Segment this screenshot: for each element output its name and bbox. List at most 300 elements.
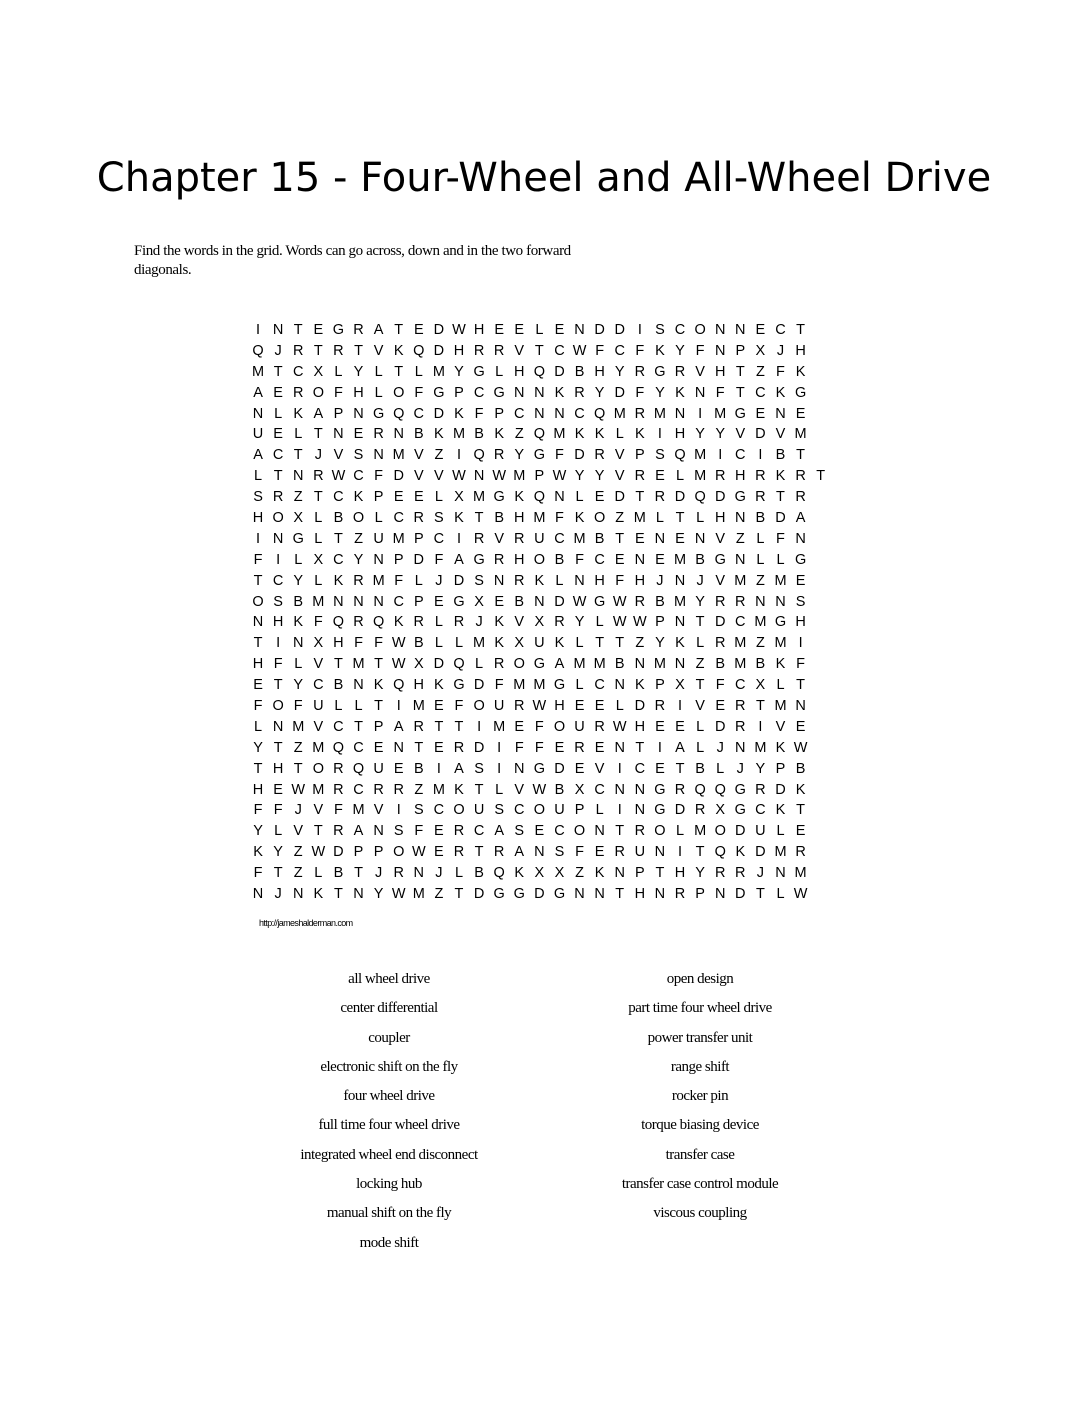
grid-letter: K xyxy=(574,510,585,527)
grid-letter: T xyxy=(454,718,464,735)
grid-letter: Z xyxy=(293,739,303,756)
grid-letter: Y xyxy=(514,447,525,464)
grid-letter: Q xyxy=(393,677,405,694)
grid-letter: D xyxy=(333,844,344,861)
grid-letter: Y xyxy=(454,363,464,380)
grid-letter: M xyxy=(754,614,767,631)
grid-letter: C xyxy=(735,677,746,694)
grid-letter: E xyxy=(413,322,424,338)
grid-letter: N xyxy=(292,635,304,652)
grid-letter: R xyxy=(795,844,806,861)
word-list-item: full time four wheel drive xyxy=(318,1117,460,1134)
grid-letter: C xyxy=(313,677,324,694)
grid-letter: E xyxy=(514,718,525,735)
grid-letter: E xyxy=(795,572,806,589)
grid-letter: N xyxy=(252,614,264,631)
grid-letter: C xyxy=(735,447,746,464)
grid-letter: E xyxy=(434,739,444,756)
grid-letter: P xyxy=(454,384,464,401)
grid-letter: E xyxy=(614,551,625,568)
grid-letter: B xyxy=(695,551,705,568)
grid-letter: C xyxy=(393,593,404,610)
grid-letter: D xyxy=(735,823,746,840)
grid-letter: C xyxy=(674,322,686,338)
grid-letter: C xyxy=(594,781,605,798)
grid-letter: L xyxy=(756,530,765,547)
grid-row xyxy=(248,696,831,717)
grid-letter: D xyxy=(554,760,565,777)
grid-letter: O xyxy=(573,823,586,840)
grid-letter: C xyxy=(353,739,364,756)
grid-letter: K xyxy=(454,781,464,798)
grid-letter: W xyxy=(572,342,587,359)
grid-letter: G xyxy=(433,384,445,401)
grid-letter: U xyxy=(252,426,264,443)
grid-letter: D xyxy=(453,572,465,589)
grid-letter: N xyxy=(292,886,304,903)
grid-letter: V xyxy=(293,823,304,840)
grid-letter: J xyxy=(776,342,785,359)
grid-letter: S xyxy=(253,489,263,506)
word-list-item: mode shift xyxy=(359,1234,419,1251)
grid-letter: B xyxy=(514,593,525,610)
grid-letter: H xyxy=(674,426,686,443)
grid-letter: T xyxy=(534,342,544,359)
grid-letter: T xyxy=(354,865,363,882)
grid-letter: H xyxy=(514,551,525,568)
grid-letter: K xyxy=(775,468,786,485)
grid-letter: T xyxy=(454,886,464,903)
grid-letter: H xyxy=(634,572,646,589)
grid-letter: T xyxy=(333,886,343,903)
grid-letter: T xyxy=(313,426,323,443)
grid-letter: L xyxy=(434,614,443,631)
grid-letter: V xyxy=(373,802,384,819)
grid-letter: C xyxy=(433,802,445,819)
grid-letter: T xyxy=(675,510,685,527)
grid-letter: B xyxy=(554,781,565,798)
grid-letter: T xyxy=(615,823,625,840)
word-list-item: locking hub xyxy=(356,1176,422,1193)
grid-letter: E xyxy=(795,718,806,735)
grid-letter: E xyxy=(755,322,766,338)
grid-letter: R xyxy=(735,593,746,610)
grid-letter: R xyxy=(313,468,324,485)
grid-letter: Y xyxy=(253,823,263,840)
grid-letter: M xyxy=(513,468,526,485)
grid-letter: C xyxy=(333,489,344,506)
grid-letter: A xyxy=(313,405,324,422)
grid-letter: R xyxy=(735,718,746,735)
grid-letter: E xyxy=(554,739,565,756)
word-list-item: center differential xyxy=(340,1000,438,1017)
grid-letter: P xyxy=(413,530,424,547)
grid-letter: F xyxy=(434,551,444,568)
grid-letter: H xyxy=(252,510,264,527)
grid-letter: R xyxy=(574,739,585,756)
grid-row xyxy=(248,863,831,884)
grid-letter: W xyxy=(391,656,406,673)
grid-letter: R xyxy=(493,656,505,673)
grid-letter: T xyxy=(595,635,605,652)
grid-letter: U xyxy=(574,718,585,735)
grid-letter: S xyxy=(273,593,283,610)
grid-letter: L xyxy=(354,698,363,715)
word-list-item: open design xyxy=(666,971,734,987)
grid-letter: S xyxy=(795,593,806,610)
word-list-item: integrated wheel end disconnect xyxy=(300,1146,478,1163)
grid-letter: L xyxy=(776,677,785,694)
grid-letter: T xyxy=(374,656,384,673)
grid-letter: R xyxy=(574,384,585,401)
grid-letter: K xyxy=(353,489,364,506)
grid-letter: R xyxy=(353,572,364,589)
grid-letter: Q xyxy=(453,656,465,673)
grid-letter: H xyxy=(714,510,726,527)
grid-letter: Y xyxy=(614,363,625,380)
grid-letter: N xyxy=(292,468,304,485)
grid-letter: L xyxy=(274,405,283,422)
grid-letter: M xyxy=(292,718,305,735)
grid-letter: P xyxy=(735,342,746,359)
grid-letter: T xyxy=(816,468,826,485)
grid-letter: T xyxy=(394,322,404,338)
word-list-item: transfer case xyxy=(665,1146,735,1163)
grid-letter: M xyxy=(473,635,486,652)
grid-letter: D xyxy=(594,322,605,338)
grid-letter: N xyxy=(393,426,404,443)
grid-letter: Q xyxy=(332,739,345,756)
grid-letter: L xyxy=(535,322,544,338)
grid-letter: M xyxy=(392,530,405,547)
grid-letter: X xyxy=(675,677,685,694)
grid-letter: N xyxy=(654,886,666,903)
grid-letter: Y xyxy=(695,865,705,882)
grid-letter: T xyxy=(796,677,805,694)
grid-letter: R xyxy=(292,384,304,401)
grid-letter: J xyxy=(374,865,383,882)
grid-letter: E xyxy=(594,739,605,756)
grid-letter: N xyxy=(614,677,625,694)
grid-letter: L xyxy=(374,384,383,401)
grid-letter: T xyxy=(735,363,745,380)
grid-letter: R xyxy=(634,363,646,380)
grid-letter: A xyxy=(554,656,565,673)
word-list-item: four wheel drive xyxy=(343,1088,435,1105)
grid-letter: O xyxy=(393,844,405,861)
grid-letter: R xyxy=(373,781,384,798)
grid-row xyxy=(248,362,831,383)
grid-letter: C xyxy=(514,405,525,422)
grid-letter: E xyxy=(755,405,766,422)
grid-letter: T xyxy=(474,781,484,798)
grid-letter: Z xyxy=(414,781,424,798)
grid-letter: O xyxy=(694,322,706,338)
grid-letter: A xyxy=(454,760,464,777)
grid-letter: H xyxy=(514,363,525,380)
grid-letter: R xyxy=(514,572,525,589)
grid-letter: N xyxy=(654,530,666,547)
grid-letter: S xyxy=(554,844,565,861)
grid-letter: H xyxy=(674,865,686,882)
word-list-item: rocker pin xyxy=(671,1088,729,1105)
grid-letter: D xyxy=(755,426,766,443)
grid-letter: T xyxy=(474,510,484,527)
grid-letter: H xyxy=(413,677,425,694)
grid-letter: J xyxy=(736,760,744,777)
grid-letter: E xyxy=(655,760,665,777)
grid-letter: I xyxy=(256,322,261,338)
grid-letter: F xyxy=(374,468,384,485)
grid-letter: N xyxy=(795,530,806,547)
grid-letter: Q xyxy=(352,760,365,777)
grid-letter: M xyxy=(754,739,767,756)
grid-letter: T xyxy=(374,698,384,715)
grid-letter: T xyxy=(394,363,404,380)
grid-letter: L xyxy=(495,363,504,380)
grid-letter: F xyxy=(333,384,343,401)
grid-letter: J xyxy=(294,802,302,819)
grid-letter: Z xyxy=(755,363,765,380)
grid-letter: N xyxy=(574,572,585,589)
grid-letter: E xyxy=(253,677,263,694)
source-url: http://jameshalderman.com xyxy=(259,918,353,928)
grid-letter: M xyxy=(312,781,325,798)
grid-letter: E xyxy=(715,698,726,715)
grid-letter: O xyxy=(453,802,465,819)
grid-letter: I xyxy=(678,844,683,861)
grid-letter: R xyxy=(554,614,565,631)
grid-letter: T xyxy=(273,363,283,380)
grid-letter: O xyxy=(312,760,324,777)
grid-letter: N xyxy=(614,865,625,882)
grid-letter: F xyxy=(273,802,283,819)
grid-letter: G xyxy=(372,405,385,422)
grid-letter: O xyxy=(513,656,525,673)
grid-letter: G xyxy=(493,489,505,506)
grid-letter: N xyxy=(272,530,284,547)
grid-letter: K xyxy=(775,384,786,401)
grid-letter: B xyxy=(474,426,484,443)
grid-letter: R xyxy=(755,489,766,506)
grid-letter: R xyxy=(714,865,726,882)
grid-letter: M xyxy=(372,572,385,589)
grid-letter: F xyxy=(715,384,725,401)
grid-letter: T xyxy=(796,322,805,338)
grid-letter: E xyxy=(795,823,806,840)
grid-letter: G xyxy=(513,886,525,903)
grid-letter: Q xyxy=(674,447,686,464)
grid-letter: F xyxy=(595,342,605,359)
grid-letter: K xyxy=(655,342,665,359)
grid-letter: R xyxy=(493,447,505,464)
grid-letter: N xyxy=(393,739,404,756)
grid-letter: N xyxy=(252,405,264,422)
grid-letter: M xyxy=(593,656,606,673)
grid-letter: P xyxy=(695,886,705,903)
grid-letter: K xyxy=(634,426,645,443)
grid-letter: O xyxy=(352,510,365,527)
letter-grid xyxy=(248,320,831,905)
grid-letter: J xyxy=(475,614,483,631)
grid-letter: S xyxy=(494,802,504,819)
grid-letter: K xyxy=(454,510,464,527)
grid-letter: M xyxy=(432,363,445,380)
grid-letter: A xyxy=(795,510,806,527)
grid-row xyxy=(248,821,831,842)
grid-letter: V xyxy=(614,447,625,464)
grid-letter: L xyxy=(294,656,303,673)
grid-letter: F xyxy=(615,572,625,589)
grid-letter: X xyxy=(755,677,766,694)
word-list-item: all wheel drive xyxy=(348,971,430,987)
grid-letter: M xyxy=(252,363,265,380)
grid-letter: R xyxy=(473,342,485,359)
grid-letter: T xyxy=(253,572,263,589)
grid-letter: I xyxy=(477,718,482,735)
grid-letter: K xyxy=(554,384,565,401)
grid-letter: B xyxy=(333,677,344,694)
grid-letter: E xyxy=(795,405,806,422)
grid-letter: G xyxy=(714,551,726,568)
grid-letter: U xyxy=(373,760,384,777)
grid-letter: O xyxy=(312,384,324,401)
grid-letter: F xyxy=(454,698,464,715)
grid-letter: K xyxy=(735,844,746,861)
grid-letter: N xyxy=(333,426,344,443)
grid-letter: V xyxy=(413,447,424,464)
grid-letter: D xyxy=(473,886,485,903)
grid-letter: Z xyxy=(293,865,303,882)
grid-letter: T xyxy=(655,865,665,882)
grid-letter: E xyxy=(574,760,585,777)
grid-letter: C xyxy=(272,572,284,589)
grid-letter: Q xyxy=(714,781,726,798)
grid-letter: X xyxy=(474,593,484,610)
grid-letter: T xyxy=(293,760,303,777)
grid-letter: H xyxy=(594,572,605,589)
word-list-item: torque biasing device xyxy=(641,1117,759,1134)
grid-letter: G xyxy=(453,677,465,694)
grid-letter: N xyxy=(594,886,605,903)
grid-letter: N xyxy=(534,384,545,401)
grid-letter: K xyxy=(434,426,444,443)
grid-letter: K xyxy=(775,802,786,819)
grid-letter: F xyxy=(776,363,785,380)
grid-letter: D xyxy=(714,489,726,506)
grid-letter: M xyxy=(694,468,707,485)
grid-letter: K xyxy=(514,865,525,882)
grid-letter: B xyxy=(755,510,766,527)
grid-letter: N xyxy=(413,865,425,882)
grid-letter: R xyxy=(714,635,726,652)
grid-letter: N xyxy=(353,677,364,694)
grid-letter: T xyxy=(695,844,705,861)
grid-row xyxy=(248,780,831,801)
grid-row xyxy=(248,424,831,445)
grid-letter: B xyxy=(695,760,705,777)
grid-letter: L xyxy=(294,426,303,443)
grid-letter: C xyxy=(473,823,485,840)
grid-letter: Y xyxy=(353,551,364,568)
grid-letter: F xyxy=(374,635,384,652)
grid-letter: G xyxy=(734,405,746,422)
grid-letter: T xyxy=(313,489,323,506)
grid-letter: I xyxy=(456,447,461,464)
grid-letter: V xyxy=(373,342,384,359)
grid-letter: P xyxy=(775,760,786,777)
grid-letter: K xyxy=(534,572,545,589)
grid-letter: K xyxy=(253,844,263,861)
grid-letter: E xyxy=(273,426,283,443)
grid-letter: I xyxy=(758,718,763,735)
grid-letter: Q xyxy=(533,489,545,506)
grid-letter: R xyxy=(714,593,726,610)
grid-letter: J xyxy=(716,739,724,756)
grid-letter: W xyxy=(572,593,587,610)
grid-letter: H xyxy=(333,635,344,652)
grid-letter: Q xyxy=(473,447,485,464)
grid-letter: G xyxy=(734,781,746,798)
grid-letter: M xyxy=(493,718,506,735)
grid-letter: K xyxy=(293,405,304,422)
grid-letter: K xyxy=(494,614,504,631)
grid-letter: Q xyxy=(393,405,405,422)
grid-letter: B xyxy=(795,760,806,777)
grid-letter: L xyxy=(314,530,323,547)
grid-letter: M xyxy=(734,572,747,589)
grid-letter: E xyxy=(634,530,645,547)
grid-letter: I xyxy=(497,739,502,756)
grid-letter: U xyxy=(534,635,545,652)
word-list-left xyxy=(229,965,549,1258)
grid-letter: H xyxy=(634,886,646,903)
grid-letter: G xyxy=(332,322,345,338)
grid-letter: R xyxy=(674,363,686,380)
grid-letter: N xyxy=(714,342,726,359)
grid-letter: L xyxy=(696,718,705,735)
grid-letter: L xyxy=(454,865,464,882)
grid-letter: T xyxy=(615,635,625,652)
grid-letter: I xyxy=(617,760,622,777)
grid-letter: N xyxy=(674,405,686,422)
grid-letter: P xyxy=(373,844,384,861)
grid-letter: R xyxy=(735,865,746,882)
grid-letter: P xyxy=(534,468,545,485)
grid-letter: K xyxy=(393,614,404,631)
grid-letter: C xyxy=(634,760,646,777)
grid-letter: R xyxy=(634,593,646,610)
grid-letter: Q xyxy=(252,342,264,359)
grid-letter: Z xyxy=(434,447,444,464)
grid-letter: W xyxy=(612,718,627,735)
grid-letter: T xyxy=(796,447,805,464)
grid-letter: A xyxy=(675,739,685,756)
grid-letter: E xyxy=(594,489,605,506)
grid-letter: N xyxy=(594,823,605,840)
grid-letter: C xyxy=(554,823,565,840)
grid-letter: R xyxy=(373,426,384,443)
grid-letter: T xyxy=(695,677,705,694)
grid-letter: T xyxy=(253,635,263,652)
grid-letter: M xyxy=(633,510,646,527)
grid-letter: J xyxy=(435,865,443,882)
grid-letter: R xyxy=(333,760,344,777)
grid-letter: P xyxy=(494,405,504,422)
grid-letter: P xyxy=(574,802,585,819)
grid-letter: M xyxy=(352,802,365,819)
grid-letter: D xyxy=(714,614,726,631)
